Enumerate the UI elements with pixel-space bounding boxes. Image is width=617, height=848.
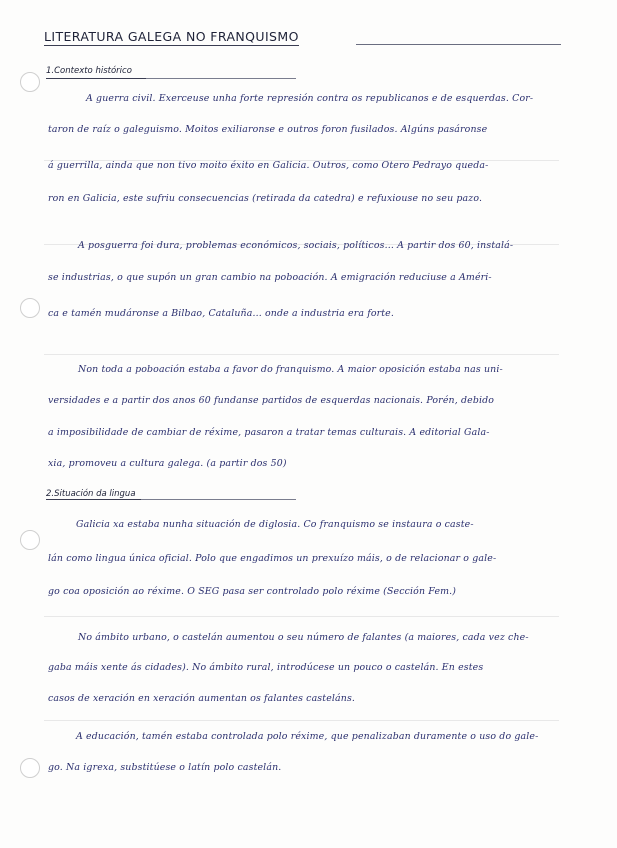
text-line: se industrias, o que supón un gran cambio na poboación. A emigración reduciuse a Améri- (48, 272, 492, 283)
text-line: A educación, tamén estaba controlada polo réxime, que penalizaban duramente o uso do gale- (76, 731, 539, 742)
title-underline (44, 45, 299, 46)
text-line: lán como lingua única oficial. Polo que engadimos un prexuízo máis, o de relacionar o gale- (48, 553, 497, 564)
text-line: xia, promoveu a cultura galega. (a partir dos 50) (48, 458, 287, 469)
punch-hole (20, 758, 40, 778)
section-heading: 1.Contexto histórico (46, 66, 132, 76)
ruled-line (44, 354, 559, 355)
text-line: No ámbito urbano, o castelán aumentou o seu número de falantes (a maiores, cada vez che- (78, 632, 529, 643)
section-heading-underline (46, 499, 141, 500)
punch-hole (20, 298, 40, 318)
header-rule (356, 44, 561, 45)
text-line: ron en Galicia, este sufriu consecuencias (retirada da catedra) e refuxiouse no seu pazo. (48, 193, 483, 204)
punch-hole (20, 72, 40, 92)
text-line: casos de xeración en xeración aumentan os falantes casteláns. (48, 693, 356, 704)
section-heading-underline (46, 78, 146, 79)
ruled-line (44, 616, 559, 617)
section-heading: 2.Situación da lingua (46, 489, 136, 499)
text-line: Non toda a poboación estaba a favor do franquismo. A maior oposición estaba nas uni- (78, 364, 503, 375)
text-line: ca e tamén mudáronse a Bilbao, Cataluña... onde a industria era forte. (48, 308, 395, 319)
text-line: taron de raíz o galeguismo. Moitos exiliaronse e outros foron fusilados. Algúns pasáronse (48, 124, 488, 135)
text-line: Galicia xa estaba nunha situación de diglosia. Co franquismo se instaura o caste- (76, 519, 474, 530)
section-rule (146, 78, 296, 79)
text-line: go. Na igrexa, substitúese o latín polo castelán. (48, 762, 282, 773)
section-rule (141, 499, 296, 500)
text-line: gaba máis xente ás cidades). No ámbito rural, introdúcese un pouco o castelán. En estes (48, 662, 484, 673)
text-line: A posguerra foi dura, problemas económicos, sociais, políticos... A partir dos 60, instalá- (78, 240, 514, 251)
text-line: go coa oposición ao réxime. O SEG pasa ser controlado polo réxime (Sección Fem.) (48, 586, 457, 597)
page-title: LITERATURA GALEGA NO FRANQUISMO (44, 29, 299, 44)
ruled-line (44, 720, 559, 721)
punch-hole (20, 530, 40, 550)
text-line: A guerra civil. Exerceuse unha forte represión contra os republicanos e de esquerdas. Cor- (86, 93, 534, 104)
text-line: versidades e a partir dos anos 60 fundanse partidos de esquerdas nacionais. Porén, debido (48, 395, 495, 406)
text-line: a imposibilidade de cambiar de réxime, pasaron a tratar temas culturais. A editorial Gala- (48, 427, 490, 438)
text-line: á guerrilla, ainda que non tivo moito éxito en Galicia. Outros, como Otero Pedrayo queda- (48, 160, 489, 171)
